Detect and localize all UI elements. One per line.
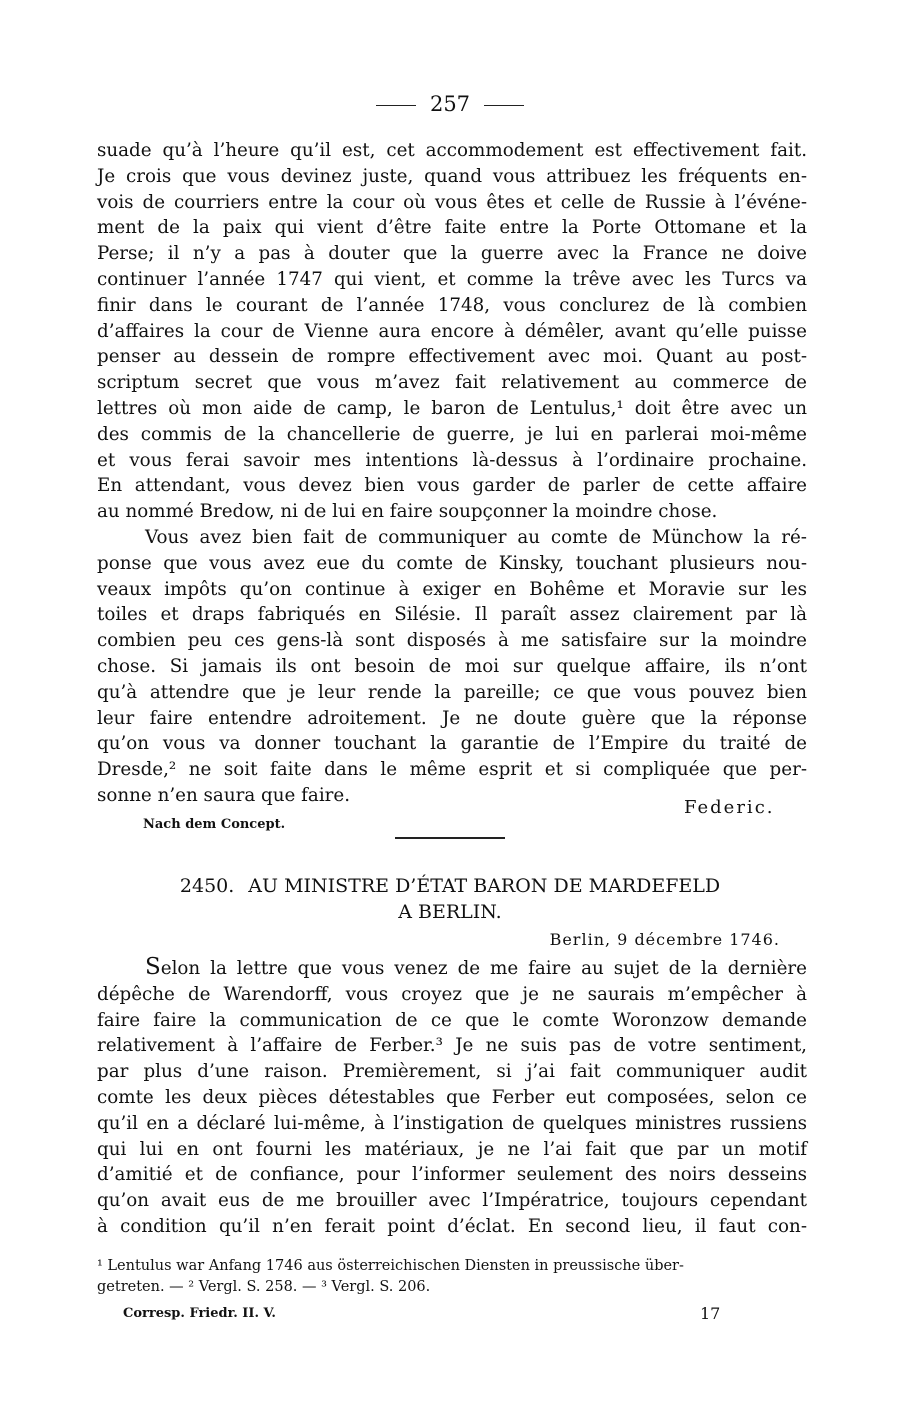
signature: Federic. [684, 797, 775, 818]
text-line: Perse; il n’y a pas à douter que la guerre avec la France ne doive [97, 243, 807, 265]
text-line: scriptum secret que vous m’avez fait relativement au commerce de [97, 372, 807, 394]
text-line: suade qu’à l’heure qu’il est, cet accommodement est effectivement fait. [97, 140, 807, 161]
text-line: veaux impôts qu’on continue à exiger en Bohême et Moravie sur les [97, 578, 807, 600]
text-line: à condition qu’il n’en ferait point d’éclat. En second lieu, il faut con- [97, 1215, 807, 1237]
signature-mark: 17 [700, 1304, 721, 1323]
text-line: leur faire entendre adroitement. Je ne doute guère que la réponse [97, 707, 807, 729]
page-number: 257 [429, 92, 471, 116]
text-line: qu’on avait eus de me brouiller avec l’Impératrice, toujours cependant [97, 1190, 807, 1212]
dateline [550, 930, 780, 949]
text-line: Je crois que vous devinez juste, quand vous attribuez les fréquents en- [97, 165, 807, 187]
text-line: lettres où mon aide de camp, le baron de Lentulus,¹ doit être avec un [97, 397, 807, 419]
header-dash-right [484, 105, 524, 106]
text-line: sonne n’en saura que faire. [97, 784, 351, 806]
text-line: finir dans le courant de l’année 1748, vous conclurez de là combien [97, 294, 807, 316]
letter-continuation [97, 138, 807, 809]
letter-number: 2450. [179, 875, 235, 897]
text-line: qu’on vous va donner touchant la garantie de l’Empire du traité de [97, 733, 807, 755]
letter-heading [130, 873, 770, 925]
footnote-line: ¹ Lentulus war Anfang 1746 aus österreichischen Diensten in preussische über- [97, 1258, 684, 1274]
text-line: qu’il en a déclaré lui-même, à l’instigation de quelques ministres russiens [97, 1112, 807, 1134]
dateline-date: 9 décembre 1746. [617, 930, 780, 949]
text-line-content: elon la lettre que vous venez de me faire au sujet de la dernière [160, 958, 807, 979]
text-line: combien peu ces gens-là sont disposés à me satisfaire sur la moindre [97, 630, 807, 652]
dateline-place: Berlin, [549, 930, 612, 949]
text-line: continuer l’année 1747 qui vient, et comme la trêve avec les Turcs va [97, 268, 807, 290]
text-line: Dresde,² ne soit faite dans le même esprit et si compliquée que per- [97, 759, 807, 781]
text-line [97, 955, 807, 982]
text-line: vois de courriers entre la cour où vous êtes et celle de Russie à l’événe- [97, 191, 807, 213]
footnotes [97, 1256, 807, 1298]
text-line: d’amitié et de confiance, pour l’informer seulement des noirs desseins [97, 1164, 807, 1186]
text-line: penser au dessein de rompre effectivement avec moi. Quant au post- [97, 346, 807, 368]
section-divider [395, 837, 505, 839]
heading-title: AU MINISTRE D’ÉTAT BARON DE MARDEFELD [248, 875, 721, 897]
text-line: par plus d’une raison. Premièrement, si j’ai fait communiquer audit [97, 1061, 807, 1083]
text-line: des commis de la chancellerie de guerre, je lui en parlerai moi-même [97, 423, 807, 445]
text-line: et vous ferai savoir mes intentions là-dessus à l’ordinaire prochaine. [97, 449, 807, 471]
heading-line-1 [130, 873, 770, 899]
heading-line-2: A BERLIN. [398, 901, 502, 923]
source-note: Nach dem Concept. [143, 817, 286, 832]
text-line: chose. Si jamais ils ont besoin de moi sur quelque affaire, ils n’ont [97, 655, 807, 677]
text-line: qu’à attendre que je leur rende la pareille; ce que vous pouvez bien [97, 681, 807, 703]
text-line: En attendant, vous devez bien vous garder de parler de cette affaire [97, 475, 807, 497]
footer-citation: Corresp. Friedr. II. V. [123, 1306, 276, 1321]
text-line: d’affaires la cour de Vienne aura encore à démêler, avant qu’elle puisse [97, 320, 807, 342]
drop-cap: S [145, 954, 161, 980]
text-line: Vous avez bien fait de communiquer au comte de Münchow la ré- [145, 526, 807, 548]
letter-body [97, 955, 807, 1240]
text-line: comte les deux pièces détestables que Ferber eut composées, selon ce [97, 1086, 807, 1108]
text-line: au nommé Bredow, ni de lui en faire soupçonner la moindre chose. [97, 501, 718, 523]
header-dash-left [376, 105, 416, 106]
text-line: relativement à l’affaire de Ferber.³ Je ne suis pas de votre sentiment, [97, 1035, 807, 1057]
text-line: faire faire la communication de ce que le comte Woronzow demande [97, 1009, 807, 1031]
text-line: qui lui en ont fourni les matériaux, je ne l’ai fait que par un motif [97, 1138, 807, 1160]
text-line: ment de la paix qui vient d’être faite entre la Porte Ottomane et la [97, 217, 807, 239]
footnote-line: getreten. — ² Vergl. S. 258. — ³ Vergl. S. 206. [97, 1279, 431, 1295]
text-line: dépêche de Warendorff, vous croyez que je ne saurais m’empêcher à [97, 983, 807, 1005]
text-line: ponse que vous avez eue du comte de Kinsky, touchant plusieurs nou- [97, 552, 807, 574]
page-header [0, 92, 900, 116]
text-line: toiles et draps fabriqués en Silésie. Il paraît assez clairement par là [97, 604, 807, 626]
